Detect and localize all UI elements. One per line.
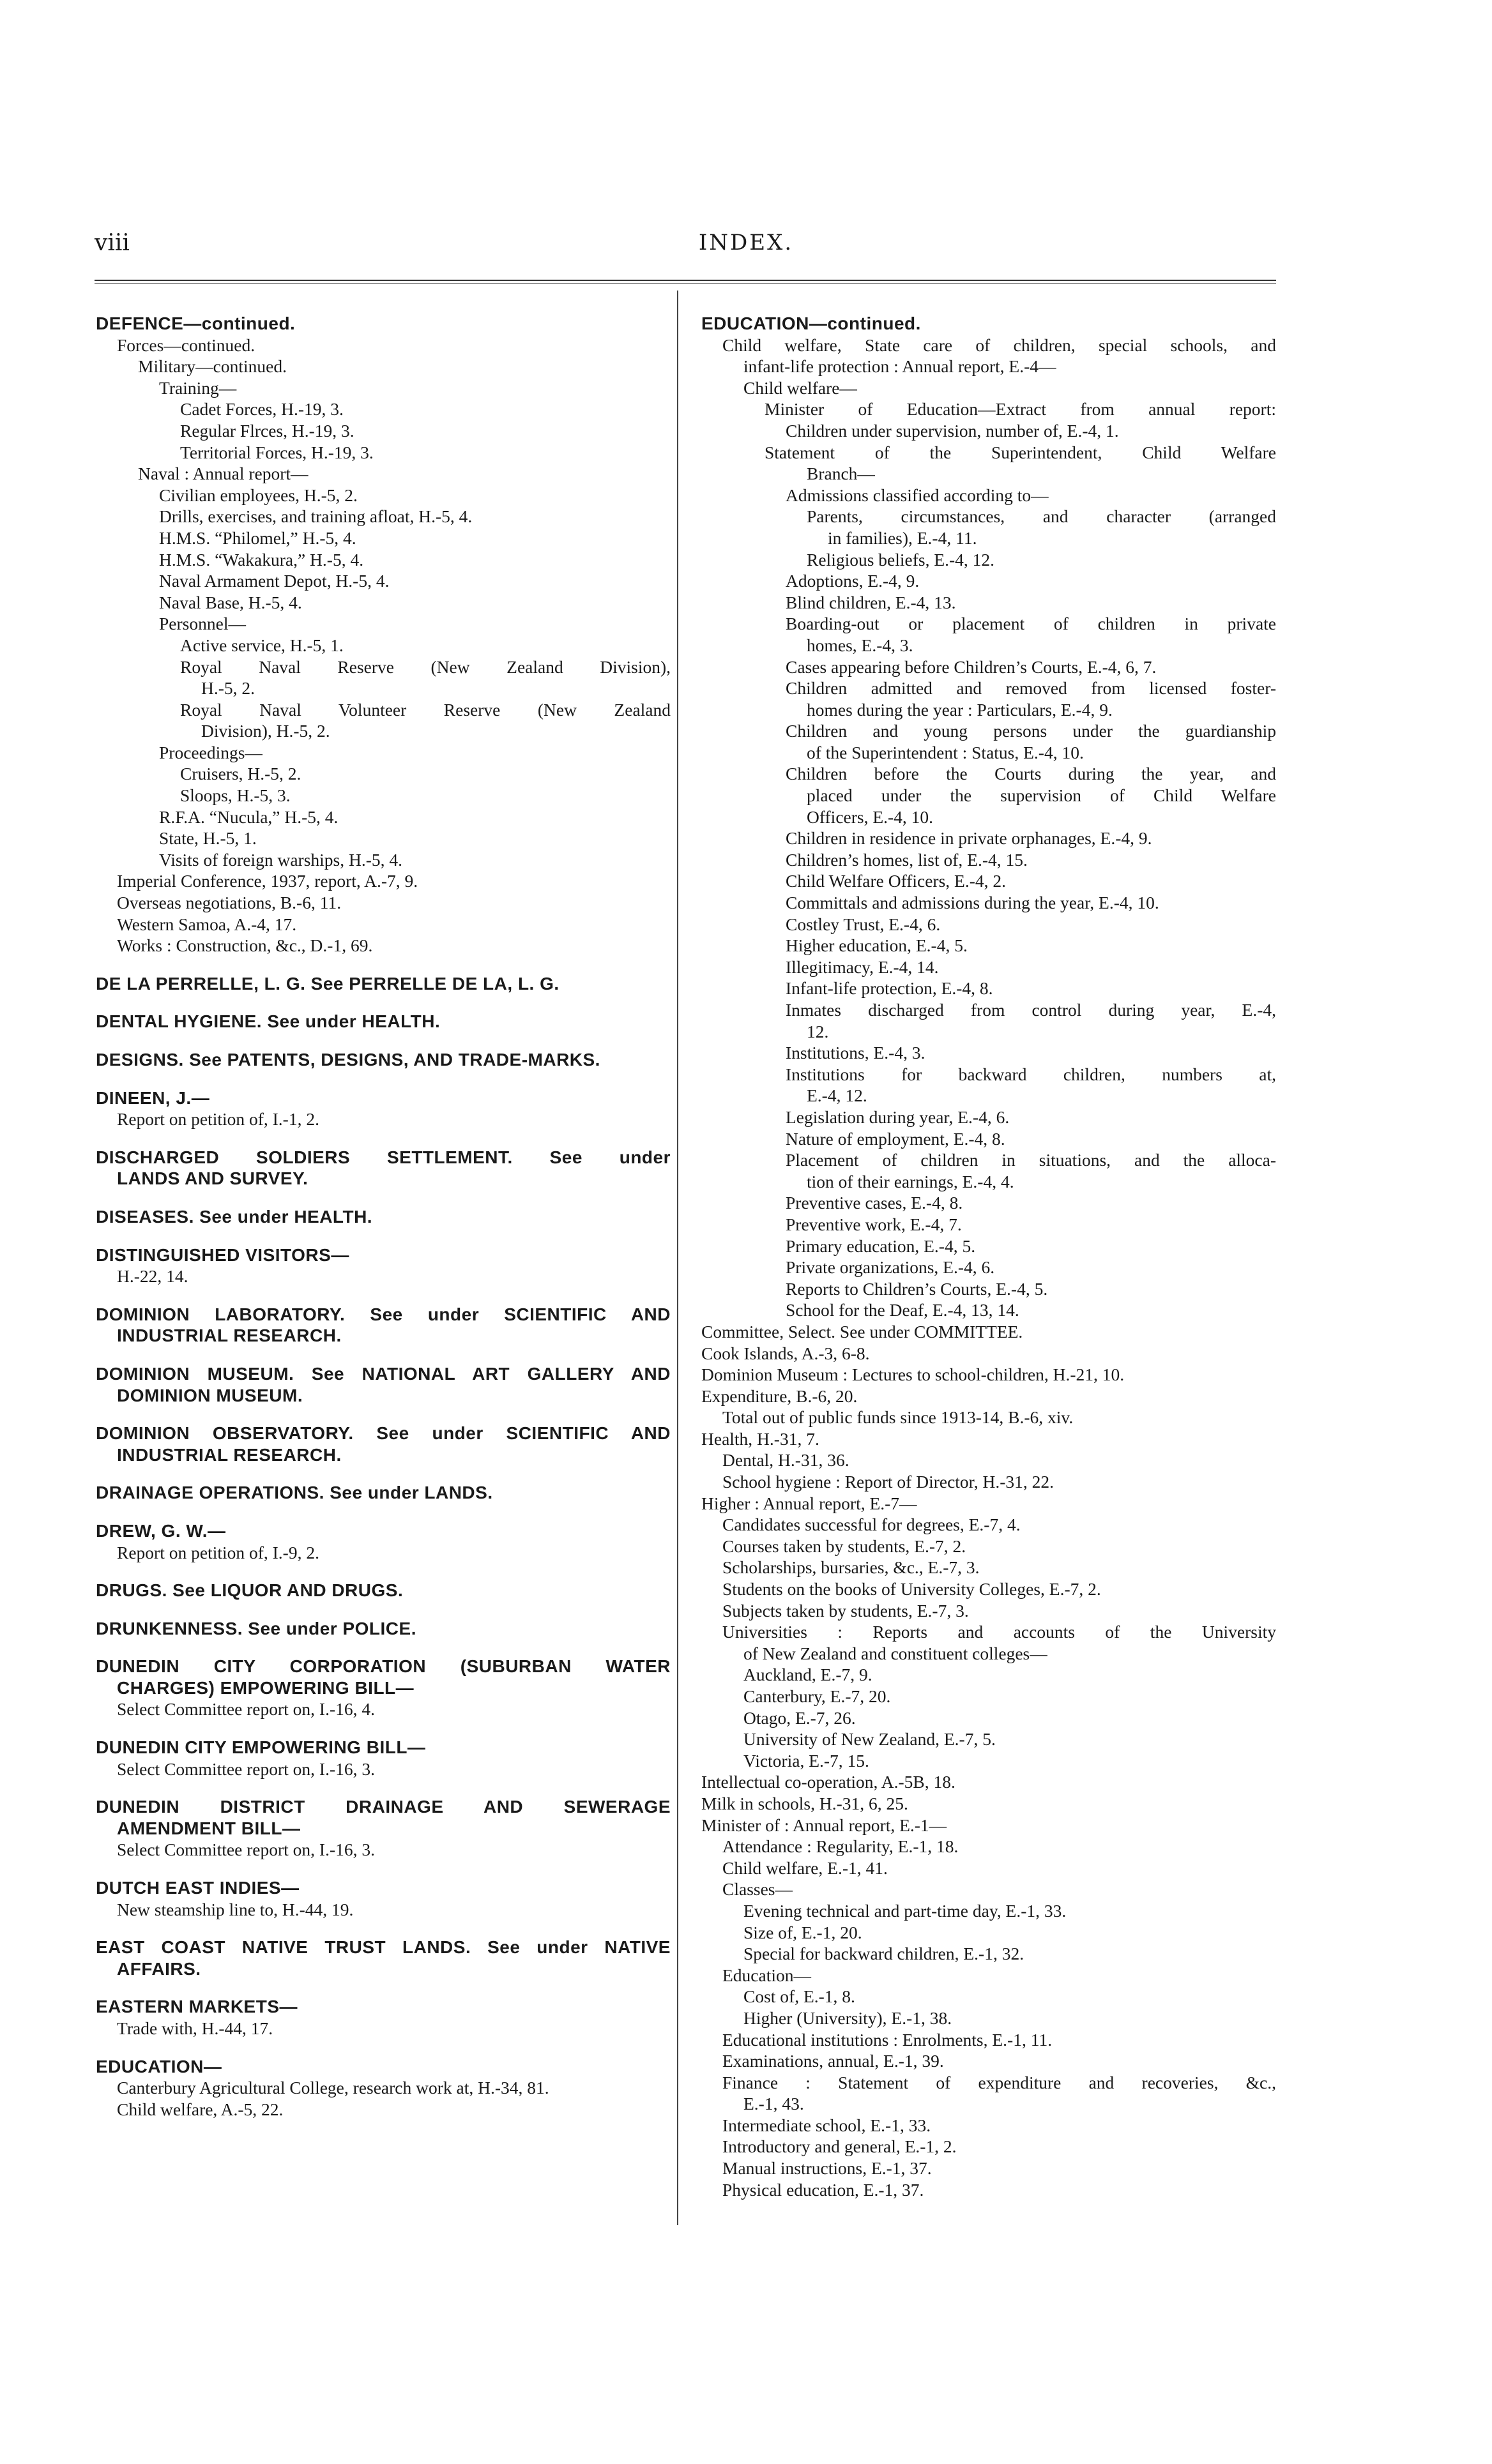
right-column [701,313,1276,2200]
index-line: Children in residence in private orphanages, E.-4, 9. [786,828,1152,849]
index-line: School hygiene : Report of Director, H.-31, 22. [722,1472,1054,1492]
index-line: INDUSTRIAL RESEARCH. [117,1326,342,1346]
index-line: Dental, H.-31, 36. [722,1450,849,1470]
running-title: INDEX. [698,230,794,255]
index-line: Works : Construction, &c., D.-1, 69. [117,935,373,956]
index-line: Placement of children in situations, and the alloca- [786,1150,1276,1170]
index-line: EAST COAST NATIVE TRUST LANDS. See under NATIVE [96,1937,671,1958]
index-line: Child welfare, E.-1, 41. [722,1857,888,1878]
index-line: Military—continued. [138,356,287,377]
index-line: Child welfare, A.-5, 22. [117,2099,284,2119]
index-line: H.-5, 2. [201,678,255,699]
index-line: New steamship line to, H.-44, 19. [117,1899,354,1919]
index-line: AFFAIRS. [117,1958,201,1979]
index-line: in families), E.-4, 11. [828,527,977,548]
index-line: Boarding-out or placement of children in private [786,614,1276,634]
index-line: Children’s homes, list of, E.-4, 15. [786,849,1028,870]
index-line: Canterbury Agricultural College, research work at, H.-34, 81. [117,2078,549,2098]
index-line: Drills, exercises, and training afloat, H.-5, 4. [159,506,473,527]
index-line: Attendance : Regularity, E.-1, 18. [722,1836,959,1857]
index-line: Children and young persons under the guardianship [786,721,1276,741]
index-line: Educational institutions : Enrolments, E.-1, 11. [722,2029,1053,2050]
index-line: Select Committee report on, I.-16, 4. [117,1699,376,1720]
index-line: DOMINION MUSEUM. See NATIONAL ART GALLERY AND [96,1363,671,1384]
page-number: viii [95,230,130,256]
index-line: Manual instructions, E.-1, 37. [722,2158,932,2179]
index-line: Select Committee report on, I.-16, 3. [117,1840,376,1860]
index-line: Finance : Statement of expenditure and recoveries, &c., [722,2072,1276,2092]
index-line: E.-4, 12. [807,1085,867,1106]
index-line: Students on the books of University Colleges, E.-7, 2. [722,1579,1101,1599]
index-line: Branch— [807,464,875,484]
index-line: INDUSTRIAL RESEARCH. [117,1444,342,1465]
index-line: Auckland, E.-7, 9. [743,1665,872,1685]
index-line: Reports to Children’s Courts, E.-4, 5. [786,1278,1048,1299]
index-line: Select Committee report on, I.-16, 3. [117,1758,376,1779]
index-line: DESIGNS. See PATENTS, DESIGNS, AND TRADE-MARKS. [96,1050,600,1069]
index-line: homes during the year : Particulars, E.-4, 9. [807,699,1113,720]
index-line: Courses taken by students, E.-7, 2. [722,1536,966,1556]
index-line: 12. [807,1021,829,1041]
index-line: DRAINAGE OPERATIONS. See under LANDS. [96,1483,493,1503]
index-line: E.-1, 43. [743,2094,804,2114]
index-line: H.M.S. “Wakakura,” H.-5, 4. [159,549,364,570]
header-rule [95,280,1276,284]
index-line: Child welfare, State care of children, special schools, and [722,335,1276,355]
index-line: Children before the Courts during the year, and [786,764,1276,784]
index-line: Victoria, E.-7, 15. [743,1750,869,1771]
index-line: DUTCH EAST INDIES— [96,1878,300,1898]
index-line: Physical education, E.-1, 37. [722,2179,924,2200]
index-line: Naval : Annual report— [138,464,308,484]
index-line: Proceedings— [159,742,263,762]
index-line: DENTAL HYGIENE. See under HEALTH. [96,1011,441,1032]
index-line: State, H.-5, 1. [159,828,257,849]
index-line: DUNEDIN DISTRICT DRAINAGE AND SEWERAGE [96,1797,671,1817]
index-line: Religious beliefs, E.-4, 12. [807,549,995,570]
left-column [96,313,671,2120]
index-line: DOMINION LABORATORY. See under SCIENTIFIC AND [96,1304,671,1324]
index-line: placed under the supervision of Child Welfare [807,785,1276,806]
index-line: DUNEDIN CITY CORPORATION (SUBURBAN WATER [96,1656,671,1677]
index-line: R.F.A. “Nucula,” H.-5, 4. [159,806,339,827]
index-line: Trade with, H.-44, 17. [117,2018,273,2038]
index-line: of New Zealand and constituent colleges— [743,1643,1047,1663]
index-line: DUNEDIN CITY EMPOWERING BILL— [96,1737,426,1758]
index-line: Cases appearing before Children’s Courts, E.-4, 6, 7. [786,656,1157,677]
index-line: Civilian employees, H.-5, 2. [159,485,358,505]
index-line: DOMINION OBSERVATORY. See under SCIENTIFIC AND [96,1423,671,1444]
index-line: Institutions, E.-4, 3. [786,1043,925,1063]
index-line: DOMINION MUSEUM. [117,1385,303,1405]
index-line: Cadet Forces, H.-19, 3. [180,399,344,419]
index-line: Universities : Reports and accounts of the University [722,1622,1276,1642]
index-line: Introductory and general, E.-1, 2. [722,2136,957,2157]
index-line: Territorial Forces, H.-19, 3. [180,442,374,462]
index-line: Regular Flrces, H.-19, 3. [180,420,354,441]
index-line: Higher : Annual report, E.-7— [701,1493,917,1513]
index-line: Cruisers, H.-5, 2. [180,764,301,784]
index-line: Report on petition of, I.-1, 2. [117,1109,319,1130]
index-line: Nature of employment, E.-4, 8. [786,1128,1005,1149]
index-line: Classes— [722,1879,793,1900]
index-line: Private organizations, E.-4, 6. [786,1257,995,1278]
index-line: Cost of, E.-1, 8. [743,1986,855,2007]
index-line: Expenditure, B.-6, 20. [701,1386,858,1406]
index-line: Health, H.-31, 7. [701,1428,819,1449]
index-line: Children under supervision, number of, E.-4, 1. [786,420,1119,441]
index-line: Visits of foreign warships, H.-5, 4. [159,849,403,870]
index-line: Primary education, E.-4, 5. [786,1236,976,1256]
index-line: Committals and admissions during the year, E.-4, 10. [786,893,1159,913]
column-divider [677,291,678,2225]
index-line: Royal Naval Volunteer Reserve (New Zealand [180,699,671,720]
index-line: Division), H.-5, 2. [201,721,330,741]
index-line: Higher (University), E.-1, 38. [743,2007,952,2028]
index-line: EDUCATION—continued. [701,314,921,333]
index-line: Otago, E.-7, 26. [743,1707,856,1728]
index-line: Committee, Select. See under COMMITTEE. [701,1321,1023,1342]
index-line: Illegitimacy, E.-4, 14. [786,956,939,977]
index-line: Report on petition of, I.-9, 2. [117,1542,319,1562]
index-line: Children admitted and removed from licensed foster- [786,678,1276,699]
index-line: DISEASES. See under HEALTH. [96,1206,373,1227]
index-line: DISTINGUISHED VISITORS— [96,1244,349,1265]
index-line: Parents, circumstances, and character (arranged [807,506,1276,527]
index-line: DISCHARGED SOLDIERS SETTLEMENT. See under [96,1147,671,1167]
index-line: DRUNKENNESS. See under POLICE. [96,1618,416,1638]
index-line: Personnel— [159,614,246,634]
index-line: EASTERN MARKETS— [96,1997,298,2017]
index-line: Inmates discharged from control during year, E.-4, [786,1000,1276,1020]
index-line: Active service, H.-5, 1. [180,635,344,655]
index-line: Special for backward children, E.-1, 32. [743,1944,1024,1964]
index-line: Subjects taken by students, E.-7, 3. [722,1600,969,1621]
index-line: Minister of : Annual report, E.-1— [701,1815,947,1835]
index-line: University of New Zealand, E.-7, 5. [743,1729,996,1750]
index-line: Scholarships, bursaries, &c., E.-7, 3. [722,1557,980,1578]
index-line: Legislation during year, E.-4, 6. [786,1107,1010,1127]
index-line: Higher education, E.-4, 5. [786,935,968,956]
index-line: Sloops, H.-5, 3. [180,785,291,806]
index-line: DRUGS. See LIQUOR AND DRUGS. [96,1580,404,1601]
index-line: Institutions for backward children, numbers at, [786,1064,1276,1084]
index-line: Naval Base, H.-5, 4. [159,592,302,612]
index-line: Canterbury, E.-7, 20. [743,1686,891,1706]
index-line: Preventive work, E.-4, 7. [786,1214,962,1234]
index-line: Training— [159,377,237,398]
index-line: Cook Islands, A.-3, 6-8. [701,1343,870,1363]
index-line: Costley Trust, E.-4, 6. [786,914,941,934]
index-line: tion of their earnings, E.-4, 4. [807,1171,1014,1191]
index-line: CHARGES) EMPOWERING BILL— [117,1677,415,1698]
index-line: Royal Naval Reserve (New Zealand Division), [180,656,671,677]
index-line: H.M.S. “Philomel,” H.-5, 4. [159,527,356,548]
index-line: Adoptions, E.-4, 9. [786,571,920,591]
index-line: Naval Armament Depot, H.-5, 4. [159,571,390,591]
index-line: DE LA PERRELLE, L. G. See PERRELLE DE LA, L. G. [96,973,560,994]
index-line: Intermediate school, E.-1, 33. [722,2115,931,2135]
index-line: Overseas negotiations, B.-6, 11. [117,893,342,913]
index-line: Child welfare— [743,377,857,398]
index-line: Candidates successful for degrees, E.-7, 4. [722,1515,1021,1535]
index-line: DEFENCE—continued. [96,314,296,333]
index-line: Imperial Conference, 1937, report, A.-7, 9. [117,871,418,891]
index-line: Admissions classified according to— [786,485,1049,505]
index-line: Officers, E.-4, 10. [807,806,934,827]
index-line: Forces—continued. [117,335,255,355]
index-line: Blind children, E.-4, 13. [786,592,956,612]
page-header [0,230,1492,268]
index-line: Size of, E.-1, 20. [743,1922,862,1942]
index-line: Child Welfare Officers, E.-4, 2. [786,871,1006,891]
index-line: LANDS AND SURVEY. [117,1168,308,1189]
index-line: Intellectual co-operation, A.-5B, 18. [701,1772,955,1792]
index-line: Dominion Museum : Lectures to school-children, H.-21, 10. [701,1364,1125,1385]
index-line: H.-22, 14. [117,1266,188,1287]
index-line: School for the Deaf, E.-4, 13, 14. [786,1300,1019,1320]
index-line: of the Superintendent : Status, E.-4, 10. [807,742,1084,762]
index-line: Statement of the Superintendent, Child Welfare [765,442,1276,462]
index-line: DREW, G. W.— [96,1520,226,1541]
index-line: infant-life protection : Annual report, E.-4— [743,356,1056,377]
index-line: Western Samoa, A.-4, 17. [117,914,297,934]
index-line: Examinations, annual, E.-1, 39. [722,2051,944,2071]
index-line: EDUCATION— [96,2056,222,2076]
index-line: Evening technical and part-time day, E.-1, 33. [743,1900,1067,1921]
index-line: Total out of public funds since 1913-14, B.-6, xiv. [722,1407,1074,1428]
index-line: AMENDMENT BILL— [117,1818,301,1838]
index-line: Preventive cases, E.-4, 8. [786,1193,963,1213]
index-line: Education— [722,1965,811,1985]
index-line: homes, E.-4, 3. [807,635,913,655]
index-line: Minister of Education—Extract from annual report: [765,399,1276,419]
index-line: DINEEN, J.— [96,1087,210,1108]
index-line: Milk in schools, H.-31, 6, 25. [701,1793,908,1813]
index-line: Infant-life protection, E.-4, 8. [786,978,993,999]
